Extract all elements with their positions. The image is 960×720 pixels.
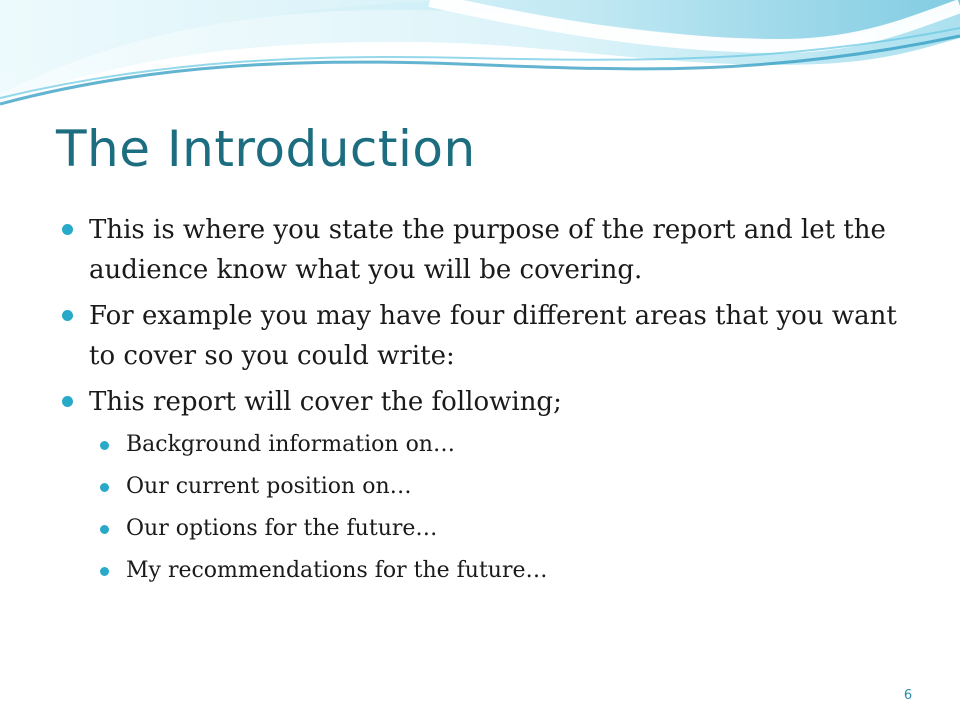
bullet-item: This is where you state the purpose of the report and let the audience know what you will be covering. (60, 210, 910, 290)
bullet-item: This report will cover the following; (60, 382, 910, 422)
wave-header-decoration (0, 0, 960, 120)
sub-bullet-list (98, 428, 910, 588)
page-number: 6 (903, 688, 913, 703)
sub-bullet-item: Our current position on… (98, 470, 910, 504)
bullet-item: For example you may have four different areas that you want to cover so you could write: (60, 296, 910, 376)
slide-title: The Introduction (56, 120, 476, 178)
sub-bullet-item: Background information on… (98, 428, 910, 462)
sub-bullet-item: My recommendations for the future… (98, 554, 910, 588)
sub-bullet-item: Our options for the future… (98, 512, 910, 546)
slide-body (60, 210, 910, 596)
bullet-list (60, 210, 910, 422)
